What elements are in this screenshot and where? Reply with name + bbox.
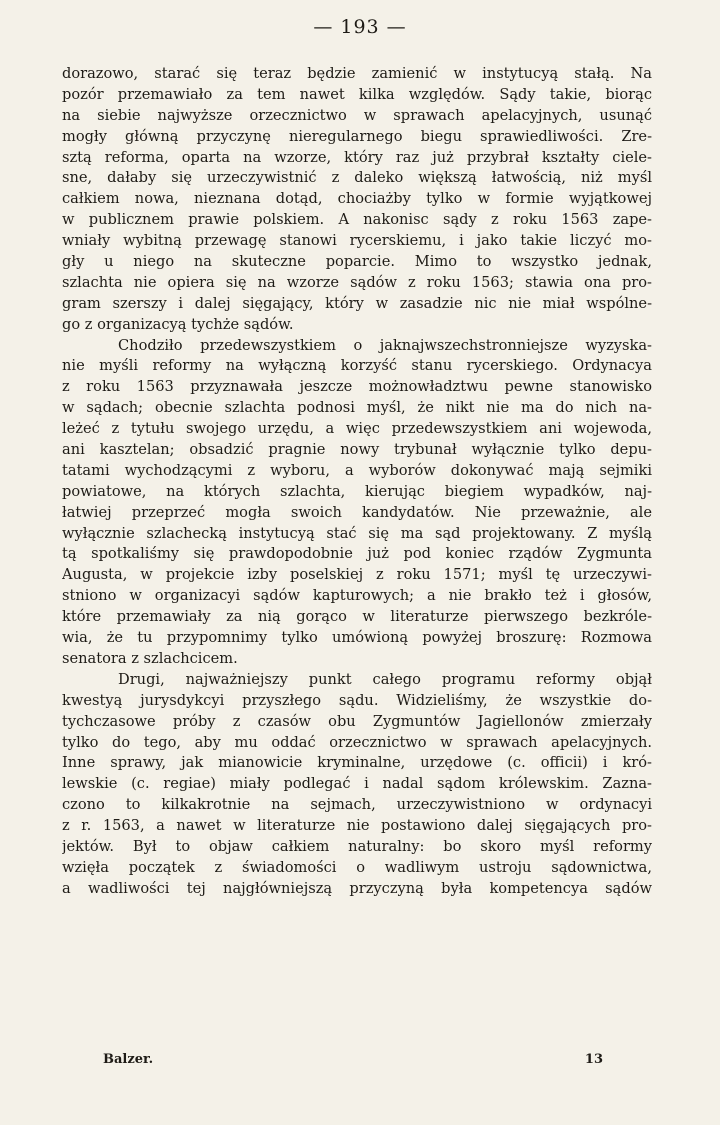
text-line: Augusta, w projekcie izby poselskiej z roku 1571; myśl tę urzeczywi- bbox=[62, 566, 652, 584]
text-line: nie myśli reformy na wyłączną korzyść stanu rycerskiego. Ordynacya bbox=[62, 357, 652, 375]
paragraph-3 bbox=[62, 670, 652, 900]
text-line: tatami wychodzącymi z wyboru, a wyborów dokonywać mają sejmiki bbox=[62, 461, 652, 479]
text-line: w publicznem prawie polskiem. A nakonisc sądy z roku 1563 zape- bbox=[62, 211, 652, 229]
text-line: powiatowe, na których szlachta, kierując biegiem wypadków, naj- bbox=[62, 482, 652, 500]
text-line: tylko do tego, aby mu oddać orzecznictwo w sprawach apelacyjnych. bbox=[62, 733, 652, 751]
paragraph-1 bbox=[62, 64, 652, 336]
text-line: wzięła początek z świadomości o wadliwym ustroju sądownictwa, bbox=[62, 858, 652, 876]
text-line: stniono w organizacyi sądów kapturowych; a nie brakło też i głosów, bbox=[62, 587, 652, 605]
text-line: z roku 1563 przyznawała jeszcze możnowładztwu pewne stanowisko bbox=[62, 378, 652, 396]
text-line: go z organizacyą tychże sądów. bbox=[62, 315, 294, 333]
text-line: łatwiej przeprzeć mogła swoich kandydatów. Nie przeważnie, ale bbox=[62, 503, 652, 521]
text-line: w sądach; obecnie szlachta podnosi myśl, że nikt nie ma do nich na- bbox=[62, 399, 652, 417]
text-line: gły u niego na skuteczne poparcie. Mimo to wszystko jednak, bbox=[62, 253, 652, 271]
text-line: czono to kilkakrotnie na sejmach, urzeczywistniono w ordynacyi bbox=[62, 796, 652, 814]
text-line: leżeć z tytułu swojego urzędu, a więc przedewszystkiem ani wojewoda, bbox=[62, 420, 652, 438]
text-line: wia, że tu przypomnimy tylko umówioną powyżej broszurę: Rozmowa bbox=[62, 629, 652, 647]
text-line: pozór przemawiało za tem nawet kilka względów. Sądy takie, biorąc bbox=[62, 85, 652, 103]
text-line: całkiem nowa, nieznana dotąd, chociażby tylko w formie wyjątkowej bbox=[62, 190, 652, 208]
text-line: lewskie (c. regiae) miały podlegać i nadal sądom królewskim. Zazna- bbox=[62, 775, 652, 793]
footer-author: Balzer. bbox=[103, 1052, 154, 1067]
text-line: wyłącznie szlachecką instytucyą stać się ma sąd projektowany. Z myślą bbox=[62, 524, 652, 542]
text-line: Inne sprawy, jak mianowicie kryminalne, urzędowe (c. officii) i kró- bbox=[62, 754, 652, 772]
text-line: z r. 1563, a nawet w literaturze nie postawiono dalej sięgających pro- bbox=[62, 817, 652, 835]
text-body bbox=[62, 64, 652, 900]
text-line: tą spotkaliśmy się prawdopodobnie już pod koniec rządów Zygmunta bbox=[62, 545, 652, 563]
text-line: gram szerszy i dalej sięgający, który w zasadzie nic nie miał wspólne- bbox=[62, 294, 652, 312]
text-line: mogły główną przyczynę nieregularnego biegu sprawiedliwości. Zre- bbox=[62, 127, 652, 145]
text-line: jektów. Był to objaw całkiem naturalny: bo skoro myśl reformy bbox=[62, 837, 652, 855]
text-line: Chodziło przedewszystkiem o jaknajwszechstronniejsze wyzyska- bbox=[118, 336, 652, 354]
text-line: szlachta nie opiera się na wzorze sądów z roku 1563; stawia ona pro- bbox=[62, 273, 652, 291]
text-line: a wadliwości tej najgłówniejszą przyczyną była kompetencya sądów bbox=[62, 879, 652, 897]
text-line: kwestyą jurysdykcyi przyszłego sądu. Widzieliśmy, że wszystkie do- bbox=[62, 691, 652, 709]
text-line: ani kasztelan; obsadzić pragnie nowy trybunał wyłącznie tylko depu- bbox=[62, 441, 652, 459]
footer-signature: 13 bbox=[584, 1052, 603, 1067]
paragraph-2 bbox=[62, 336, 652, 670]
text-line: Drugi, najważniejszy punkt całego programu reformy objął bbox=[118, 670, 652, 688]
text-line: sztą reforma, oparta na wzorze, który raz już przybrał kształty ciele- bbox=[62, 148, 652, 166]
text-line: na siebie najwyższe orzecznictwo w sprawach apelacyjnych, usunąć bbox=[62, 106, 652, 124]
page-number: — 193 — bbox=[313, 16, 407, 38]
text-line: sne, dałaby się urzeczywistnić z daleko większą łatwością, niż myśl bbox=[62, 169, 652, 187]
text-line: dorazowo, starać się teraz będzie zamienić w instytucyą stałą. Na bbox=[62, 65, 652, 82]
text-line: senatora z szlachcicem. bbox=[62, 649, 238, 667]
text-line: które przemawiały za nią gorąco w literaturze pierwszego bezkróle- bbox=[62, 608, 652, 626]
text-line: tychczasowe próby z czasów obu Zygmuntów Jagiellonów zmierzały bbox=[62, 712, 652, 730]
text-line: wniały wybitną przewagę stanowi rycerskiemu, i jako takie liczyć mo- bbox=[62, 232, 652, 250]
